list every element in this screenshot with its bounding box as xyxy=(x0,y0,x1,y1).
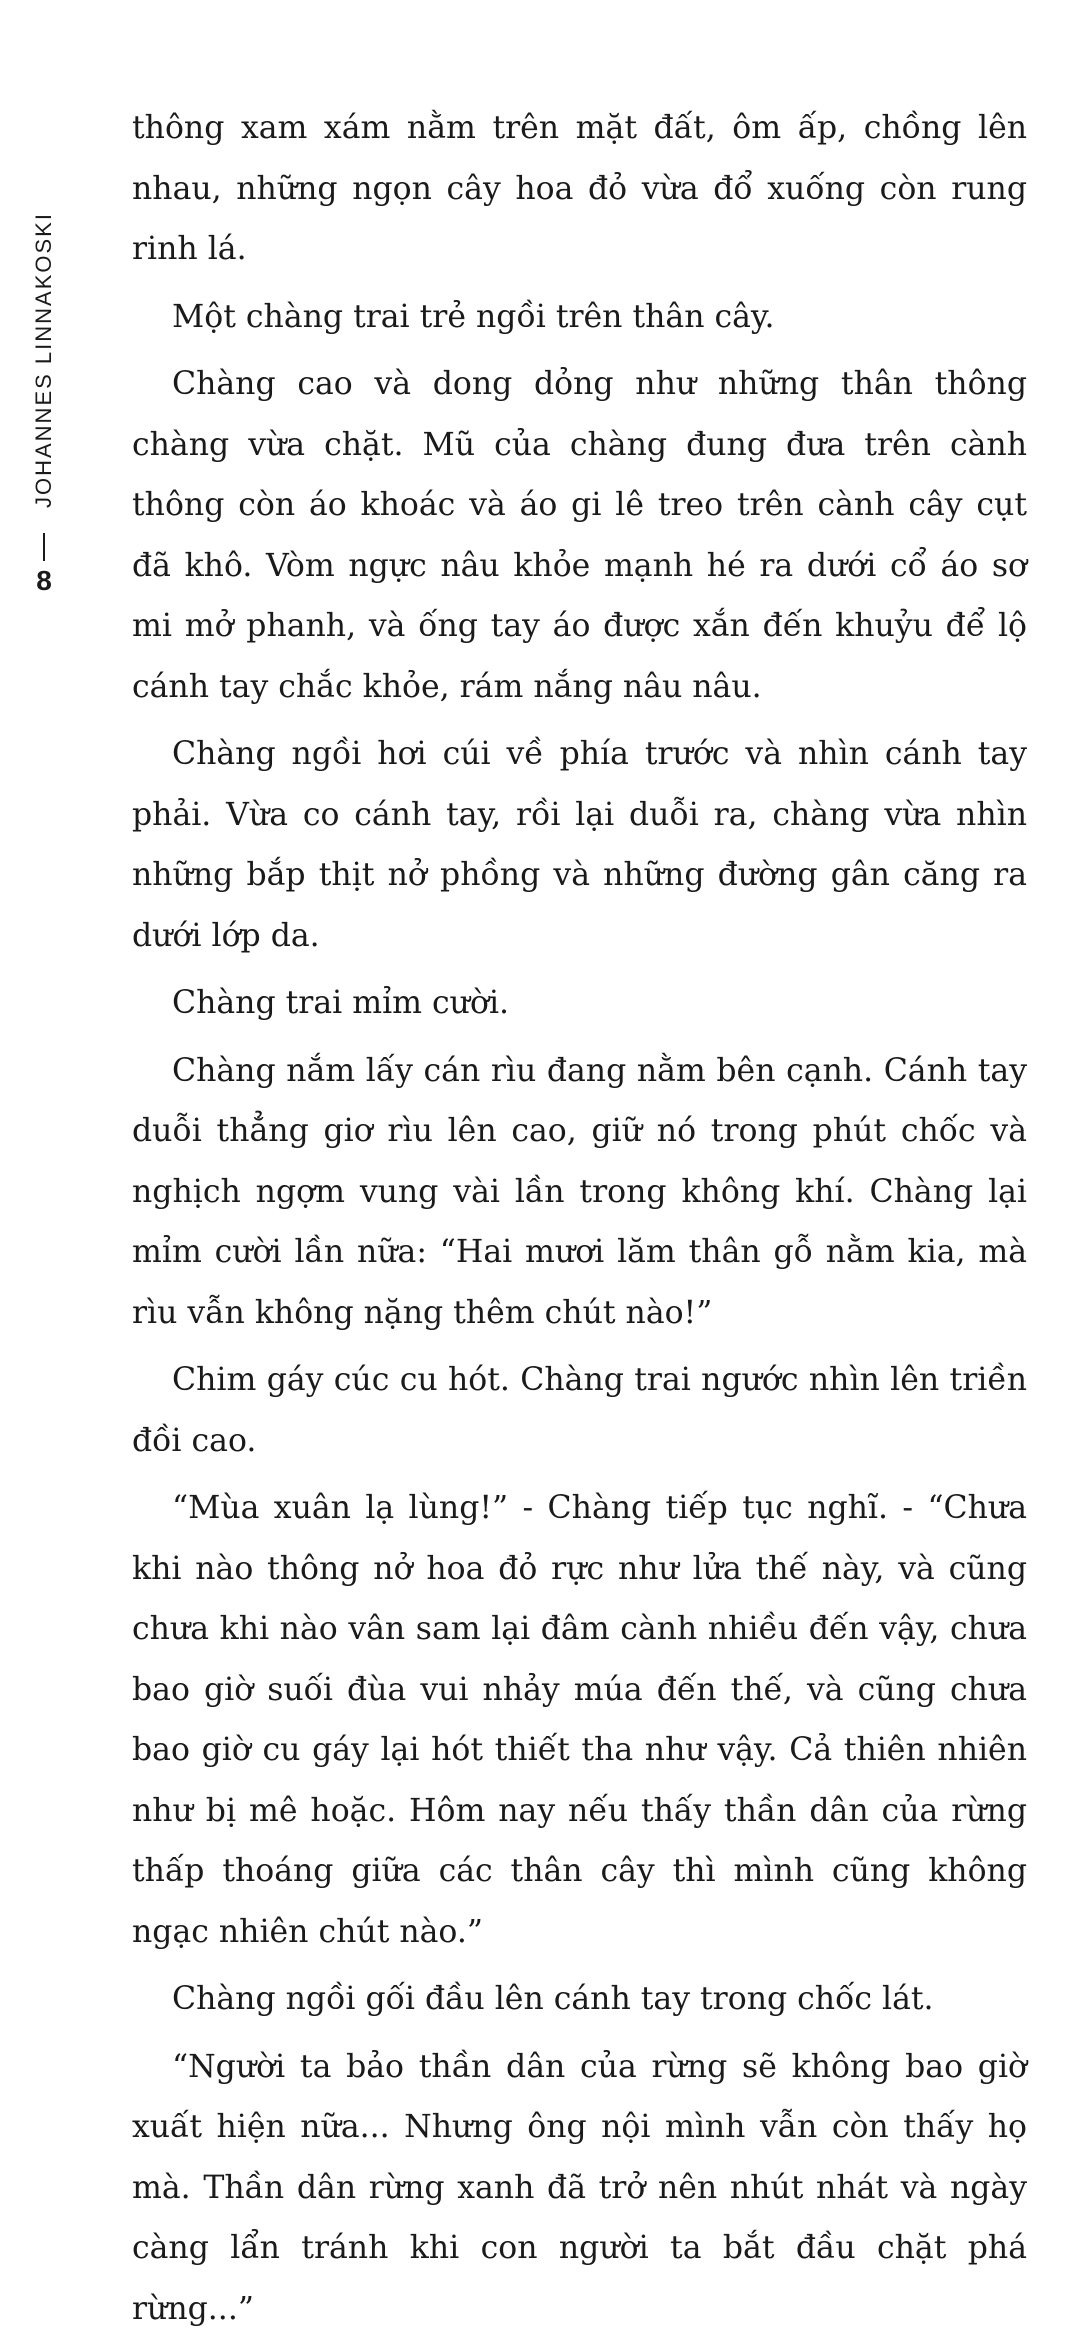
paragraph: Chàng ngồi hơi cúi về phía trước và nhìn cánh tay phải. Vừa co cánh tay, rồi lại duỗi ra, chàng vừa nhìn những bắp thịt nở phồng và những đường gân căng ra dưới lớp da. xyxy=(132,736,1027,954)
page-number: 8 xyxy=(36,565,52,596)
paragraph: Chàng ngồi gối đầu lên cánh tay trong chốc lát. xyxy=(172,1981,934,2017)
paragraph: Chàng nắm lấy cán rìu đang nằm bên cạnh. Cánh tay duỗi thẳng giơ rìu lên cao, giữ nó trong phút chốc và nghịch ngợm vung vài lần trong không khí. Chàng lại mỉm cười lần nữa: “Hai mươi lăm thân gỗ nằm kia, mà rìu vẫn không nặng thêm chút nào!” xyxy=(132,1052,1027,1331)
running-head xyxy=(22,175,66,596)
paragraph: “Mùa xuân lạ lùng!” - Chàng tiếp tục nghĩ. - “Chưa khi nào thông nở hoa đỏ rực như lửa thế này, và cũng chưa khi nào vân sam lại đâm cành nhiều đến vậy, chưa bao giờ suối đùa vui nhảy múa đến thế, và cũng chưa bao giờ cu gáy lại hót thiết tha như vậy. Cả thiên nhiên như bị mê hoặc. Hôm nay nếu thấy thần dân của rừng thấp thoáng giữa các thân cây thì mình cũng không ngạc nhiên chút nào.” xyxy=(132,1490,1027,1950)
author-name: JOHANNES LINNAKOSKI xyxy=(31,212,56,508)
paragraph: “Người ta bảo thần dân của rừng sẽ không bao giờ xuất hiện nữa... Nhưng ông nội mình vẫn còn thấy họ mà. Thần dân rừng xanh đã trở nên nhút nhát và ngày càng lẩn tránh khi con người ta bắt đầu chặt phá rừng...” xyxy=(132,2048,1027,2327)
header-divider xyxy=(43,533,45,561)
paragraph: Chim gáy cúc cu hót. Chàng trai ngước nhìn lên triền đồi cao. xyxy=(132,1362,1027,1459)
paragraph: Chàng trai mỉm cười. xyxy=(172,985,510,1021)
body-text xyxy=(132,98,1027,2346)
paragraph-continued: thông xam xám nằm trên mặt đất, ôm ấp, chồng lên nhau, những ngọn cây hoa đỏ vừa đổ xuống còn rung rinh lá. xyxy=(132,110,1027,267)
paragraph: Chàng cao và dong dỏng như những thân thông chàng vừa chặt. Mũ của chàng đung đưa trên cành thông còn áo khoác và áo gi lê treo trên cành cây cụt đã khô. Vòm ngực nâu khỏe mạnh hé ra dưới cổ áo sơ mi mở phanh, và ống tay áo được xắn đến khuỷu để lộ cánh tay chắc khỏe, rám nắng nâu nâu. xyxy=(132,366,1027,705)
paragraph: Một chàng trai trẻ ngồi trên thân cây. xyxy=(172,298,775,335)
